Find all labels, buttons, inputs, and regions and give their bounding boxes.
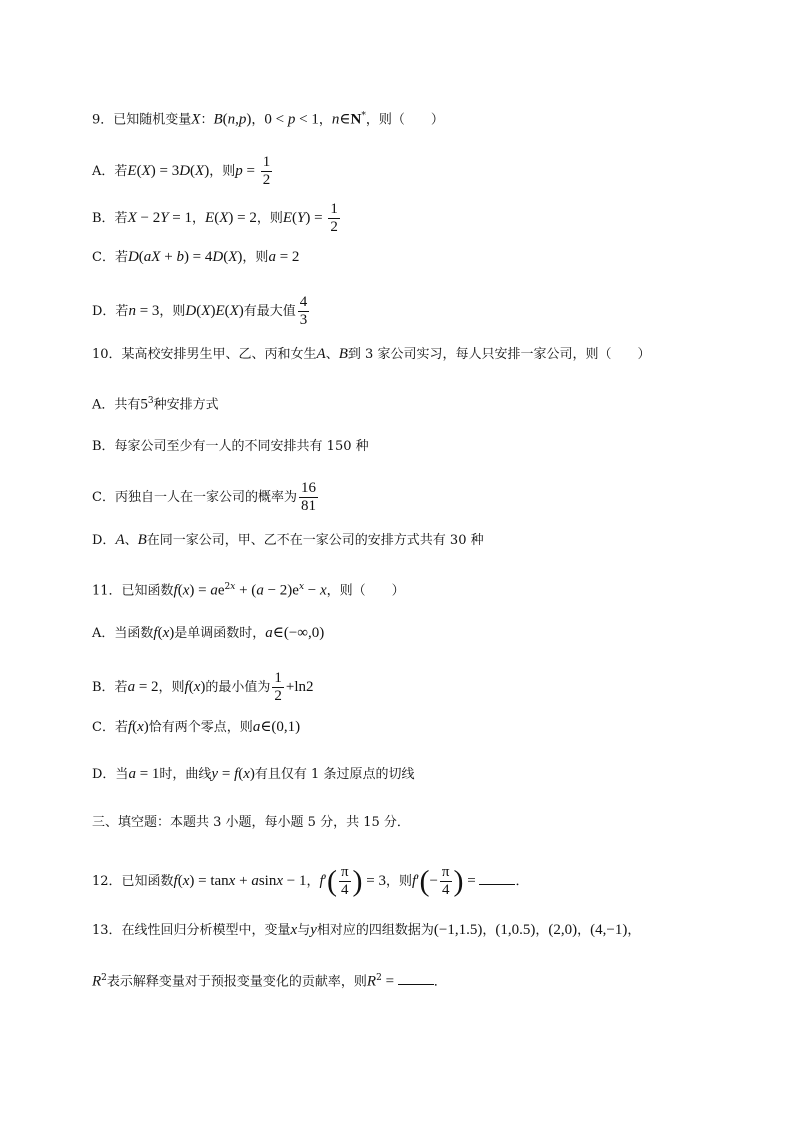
q12-stem: 12．已知函数f(x) = tanx + asinx − 1，f′( $\frac{\pi}{4}$ ) = 3，则f′(− $\frac{\pi}{4}$ ) = ． <box>92 864 529 898</box>
q10-option-d: D．A、B在同一家公司，甲、乙不在一家公司的安排方式共有 30 种 <box>92 532 484 548</box>
q13-stem: 13．在线性回归分析模型中，变量x与y相对应的四组数据为(−1,1.5)，(1,0.5)，(2,0)，(4,−1)， <box>92 922 641 938</box>
q11-option-a: A．当函数f(x)是单调函数时，a∈(−∞,0) <box>92 625 325 641</box>
fraction-pi-over-4: $\frac{\pi}{4}$ <box>441 864 450 898</box>
section-heading-fill-in: 三、填空题：本题共 3 小题，每小题 5 分，共 15 分． <box>92 815 410 830</box>
answer-blank[interactable] <box>479 870 515 885</box>
fraction-one-half: $\frac{1}{2}$ <box>262 154 271 188</box>
q10-stem: 10．某高校安排男生甲、乙、丙和女生A、B到 3 家公司实习，每人只安排一家公司，则（ ） <box>92 346 651 362</box>
q11-stem: 11．已知函数$f(x) = ae^{2x} + (a - 2)e^x - x$，则（ ） <box>92 582 405 599</box>
q11-option-b: B．若a = 2，则f(x)的最小值为 $\frac{1}{2}$ +ln2 <box>92 670 314 704</box>
answer-blank[interactable] <box>398 970 434 985</box>
fraction-four-thirds: $\frac{4}{3}$ <box>299 294 308 328</box>
q10-option-a: A．共有$5^3$种安排方式 <box>92 396 219 413</box>
q11-option-d: D．当a = 1时，曲线y = f(x)有且仅有 1 条过原点的切线 <box>92 766 415 782</box>
q11-option-c: C．若f(x)恰有两个零点，则a∈(0,1) <box>92 719 301 735</box>
fraction-16-81: $\frac{16}{81}$ <box>300 480 316 514</box>
q9-stem: 9．已知随机变量X：B(n,p)，0 < p < 1，n∈N*，则（ ） <box>92 111 444 128</box>
q13-line2: $R^2$表示解释变量对于预报变量变化的贡献率，则$R^2$ = ． <box>92 968 447 992</box>
fraction-pi-over-4: $\frac{\pi}{4}$ <box>340 864 349 898</box>
q9-option-b: B．若X − 2Y = 1，E(X) = 2，则E(Y) = $\frac{1}{2}$ <box>92 201 338 235</box>
fraction-one-half: $\frac{1}{2}$ <box>330 201 338 235</box>
q10-option-b: B．每家公司至少有一人的不同安排共有 150 种 <box>92 439 369 454</box>
fraction-one-half: $\frac{1}{2}$ <box>274 670 282 704</box>
q9-option-a: A．若E(X) = 3D(X)，则p = $\frac{1}{2}$ <box>92 154 271 188</box>
q10-option-c: C．丙独自一人在一家公司的概率为 $\frac{16}{81}$ <box>92 480 316 514</box>
q9-option-d: D．若n = 3，则D(X)E(X)有最大值 $\frac{4}{3}$ <box>92 294 308 328</box>
q9-option-c: C．若D(aX + b) = 4D(X)，则a = 2 <box>92 249 300 265</box>
